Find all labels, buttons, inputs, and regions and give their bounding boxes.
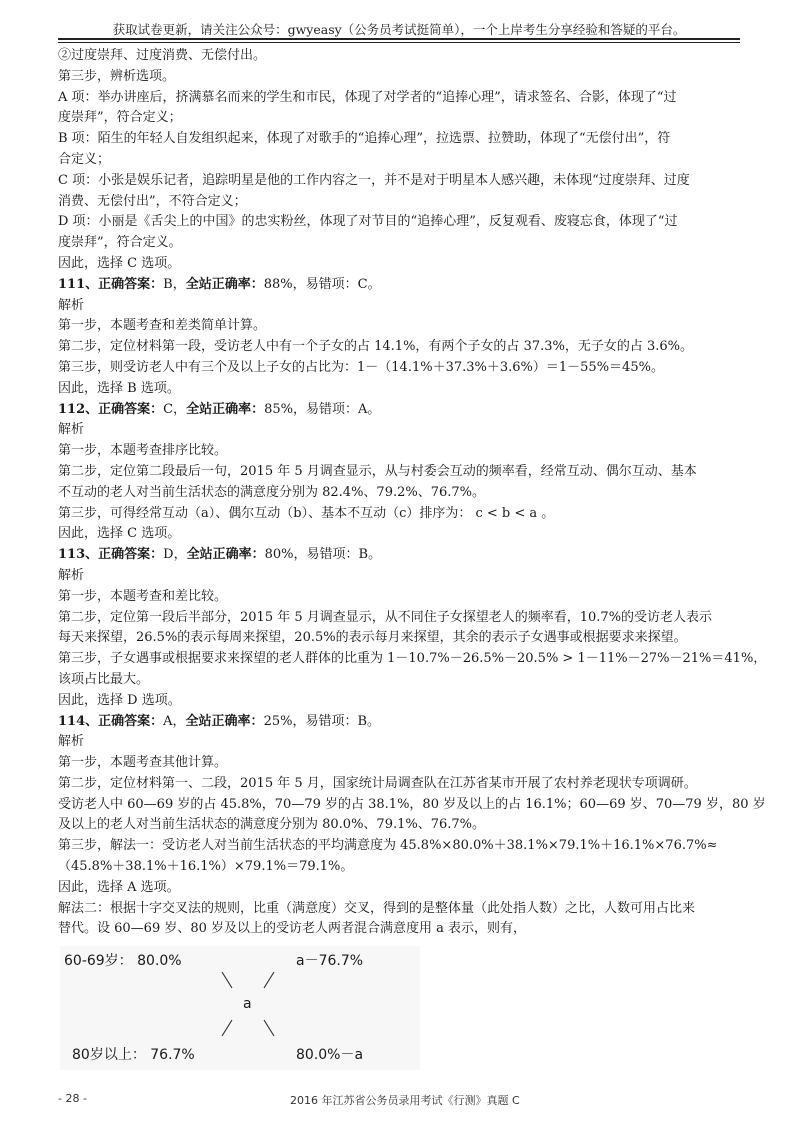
text-line: 第一步，本题考查和差比较。 — [58, 588, 228, 604]
text-line: 第二步，定位材料第一、二段，2015 年 5 月，国家统计局调查队在江苏省某市开展了农村养老现状专项调研。 — [58, 775, 697, 791]
rate-value: 88%， — [263, 276, 306, 292]
text-line: 消费、无偿付出”，不符合定义； — [58, 193, 247, 209]
answer-label: 正确答案： — [98, 547, 164, 563]
text-line: 第三步，则受访老人中有三个及以上子女的占比为：1－（14.1%＋37.3%＋3.6%）＝1－55%＝45%。 — [58, 359, 664, 375]
header-rule-thick — [58, 38, 740, 40]
rate-value: 85%， — [264, 401, 307, 417]
rate-label: 全站正确率： — [186, 401, 265, 417]
text-line: 每天来探望，26.5%的表示每周来探望，20.5%的表示每月来探望，其余的表示子女遇事或根据要求来探望。 — [58, 630, 687, 646]
answer-label: 正确答案： — [98, 276, 164, 292]
diagram-top-right: a－76.7% — [296, 953, 364, 969]
header-rule-thin — [58, 42, 740, 43]
text-line: 解析 — [58, 297, 85, 313]
text-line: 该项占比最大。 — [58, 671, 150, 687]
question-number: 111、 — [58, 276, 99, 292]
text-line: 第三步，辨析选项。 — [58, 68, 176, 84]
text-line: 第二步，定位材料第一段，受访老人中有一个子女的占 14.1%，有两个子女的占 37.3%，无子女的占 3.6%。 — [58, 339, 694, 355]
answer-line — [58, 545, 748, 566]
wrong-option: 易错项：B。 — [306, 547, 382, 563]
footer-title: 2016 年江苏省公务员录用考试《行测》真题 C — [290, 1094, 520, 1107]
text-line: 因此，选择 D 选项。 — [58, 692, 181, 708]
answer-value: C， — [163, 401, 187, 417]
text-line: 第三步，子女遇事或根据要求来探望的老人群体的比重为 1－10.7%－26.5%－20.5% > 1－11%－27%－21%＝41%， — [58, 651, 767, 667]
cross-method-diagram — [60, 946, 420, 1070]
answer-value: D， — [163, 547, 187, 563]
text-line: 度崇拜”，符合定义； — [58, 110, 182, 126]
page-number: - 28 - — [58, 1092, 87, 1105]
text-line: B 项：陌生的年轻人自发组织起来，体现了对歌手的“追捧心理”，拉选票、拉赞助，体现了“无偿付出”，符 — [58, 131, 671, 147]
text-line: 因此，选择 B 选项。 — [58, 380, 180, 396]
text-line: 第二步，定位第一段后半部分，2015 年 5 月调查显示，从不同住子女探望老人的频率看，10.7%的受访老人表示 — [58, 609, 713, 625]
text-line: 因此，选择 C 选项。 — [58, 255, 181, 271]
answer-value: B， — [163, 276, 186, 292]
text-line: 解析 — [58, 422, 85, 438]
diagram-bottom-left: 80岁以上： 76.7% — [72, 1047, 195, 1063]
text-line: 因此，选择 C 选项。 — [58, 526, 181, 542]
answer-value: A， — [163, 713, 186, 729]
text-line: ②过度崇拜、过度消费、无偿付出。 — [58, 48, 267, 63]
question-number: 113、 — [58, 547, 99, 563]
answer-line — [58, 712, 748, 733]
text-line: 第一步，本题考查和差类简单计算。 — [58, 318, 267, 334]
rate-value: 25%， — [263, 713, 306, 729]
text-line: 解法二：根据十字交叉法的规则，比重（满意度）交叉，得到的是整体量（此处指人数）之比，人数可用占比来 — [58, 900, 696, 916]
text-line: 第三步，可得经常互动（a）、偶尔互动（b）、基本不互动（c）排序为： c < b < a 。 — [58, 505, 555, 521]
page-header: 获取试卷更新，请关注公众号：gwyeasy（公务员考试挺简单），一个上岸考生分享经验和答疑的平台。 — [112, 22, 686, 37]
answer-label: 正确答案： — [98, 401, 164, 417]
diagram-top-left: 60-69岁： 80.0% — [64, 953, 182, 969]
text-line: 解析 — [58, 734, 85, 750]
text-line: 第三步，解法一：受访老人对当前生活状态的平均满意度为 45.8%×80.0%＋38.1%×79.1%＋16.1%×76.7%≈ — [58, 838, 718, 854]
rate-value: 80%， — [264, 547, 307, 563]
text-line: 受访老人中 60—69 岁的占 45.8%，70—79 岁的占 38.1%，80 岁及以上的占 16.1%；60—69 岁、70—79 岁，80 岁 — [58, 796, 766, 812]
text-line: C 项：小张是娱乐记者，追踪明星是他的工作内容之一，并不是对于明星本人感兴趣，未体现“过度崇拜、过度 — [58, 172, 690, 188]
answer-label: 正确答案： — [98, 713, 164, 729]
question-number: 114、 — [58, 713, 99, 729]
text-line: D 项：小丽是《舌尖上的中国》的忠实粉丝，体现了对节目的“追捧心理”，反复观看、废寝忘食，体现了“过 — [58, 214, 678, 230]
text-line: 替代。设 60—69 岁、80 岁及以上的受访老人两者混合满意度用 a 表示，则有， — [58, 921, 527, 937]
diagram-center: a — [243, 996, 252, 1012]
wrong-option: 易错项：C。 — [305, 276, 381, 292]
explanation-body — [58, 46, 767, 940]
text-line: A 项：举办讲座后，挤满慕名而来的学生和市民，体现了对学者的“追捧心理”，请求签名、合影，体现了“过 — [58, 89, 677, 105]
rate-label: 全站正确率： — [185, 276, 264, 292]
answer-line — [58, 275, 748, 296]
text-line: 合定义； — [58, 151, 111, 167]
answer-line — [58, 400, 748, 421]
text-line: 第二步，定位第二段最后一句，2015 年 5 月调查显示，从与村委会互动的频率看，经常互动、偶尔互动、基本 — [58, 463, 697, 479]
text-line: 第一步，本题考查排序比较。 — [58, 443, 228, 459]
text-line: 解析 — [58, 567, 85, 583]
rate-label: 全站正确率： — [185, 713, 264, 729]
text-line: 度崇拜”，符合定义。 — [58, 235, 182, 251]
diagram-bottom-right: 80.0%－a — [296, 1047, 364, 1063]
rate-label: 全站正确率： — [186, 547, 265, 563]
text-line: 及以上的老人对当前生活状态的满意度分别为 80.0%、79.1%、76.7%。 — [58, 817, 486, 833]
text-line: 因此，选择 A 选项。 — [58, 879, 180, 895]
question-number: 112、 — [58, 401, 99, 417]
text-line: 第一步，本题考查其他计算。 — [58, 755, 228, 771]
text-line: 不互动的老人对当前生活状态的满意度分别为 82.4%、79.2%、76.7%。 — [58, 484, 486, 500]
wrong-option: 易错项：B。 — [305, 713, 381, 729]
text-line: （45.8%＋38.1%＋16.1%）×79.1%＝79.1%。 — [58, 859, 354, 875]
wrong-option: 易错项：A。 — [306, 401, 381, 417]
